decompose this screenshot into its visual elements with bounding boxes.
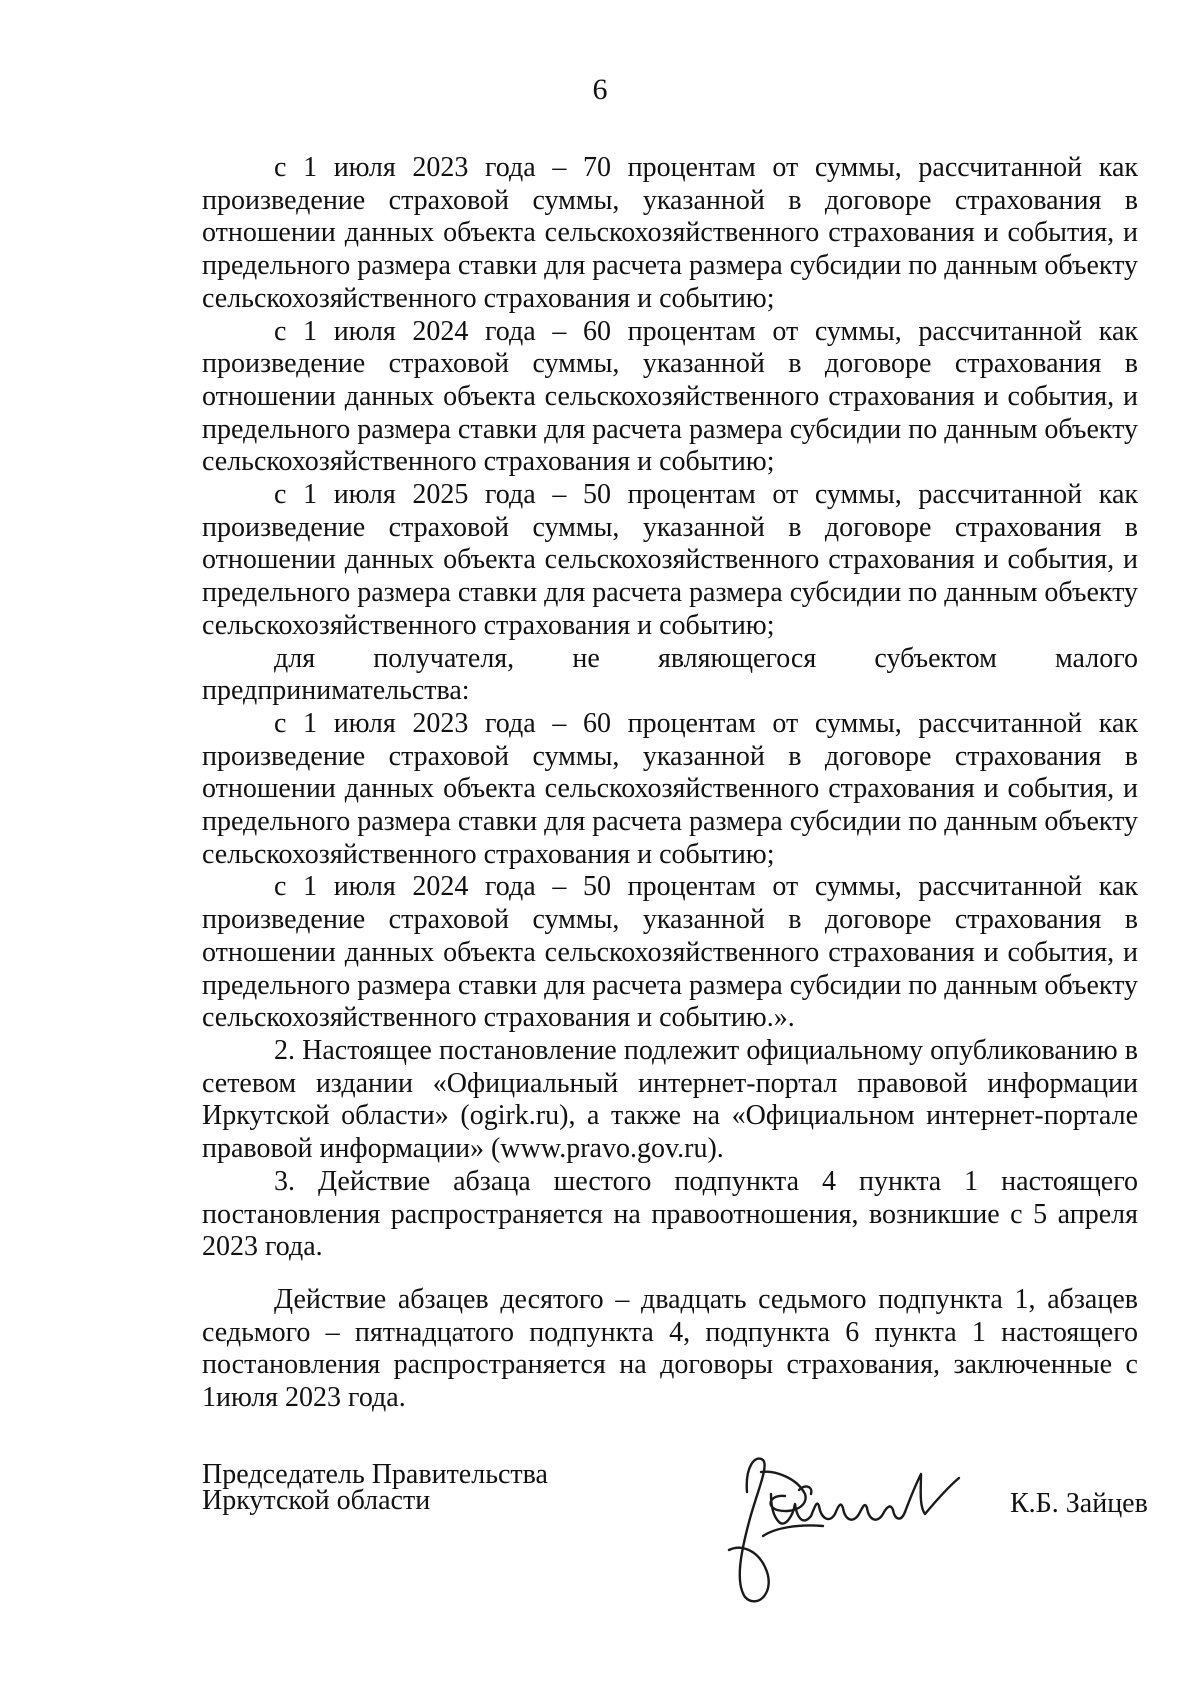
- document-body: [202, 152, 1138, 1415]
- paragraph-3: с 1 июля 2025 года – 50 процентам от суммы, рассчитанной как произведение страховой суммы, указанной в договоре страхования в отношении данных объекта сельскохозяйственного страхования и события, и предельного размера ставки для расчета размера субсидии по данным объекту сельскохозяйственного страхования и событию;: [202, 479, 1138, 641]
- paragraph-6: с 1 июля 2024 года – 50 процентам от суммы, рассчитанной как произведение страховой суммы, указанной в договоре страхования в отношении данных объекта сельскохозяйственного страхования и события, и предельного размера ставки для расчета размера субсидии по данным объекту сельскохозяйственного страхования и событию.».: [202, 871, 1138, 1034]
- signatory-title: [202, 1459, 548, 1516]
- signatory-title-line-1: Председатель Правительства: [202, 1459, 548, 1490]
- handwritten-signature-icon: [705, 1432, 965, 1612]
- page-number: 6: [592, 73, 608, 106]
- signatory-title-line-2: Иркутской области: [202, 1485, 431, 1516]
- paragraph-2: с 1 июля 2024 года – 60 процентам от суммы, рассчитанной как произведение страховой суммы, указанной в договоре страхования в отношении данных объекта сельскохозяйственного страхования и события, и предельного размера ставки для расчета размера субсидии по данным объекту сельскохозяйственного страхования и событию;: [202, 315, 1138, 478]
- paragraph-8: 3. Действие абзаца шестого подпункта 4 пункта 1 настоящего постановления распространяется на правоотношения, возникшие с 5 апреля 2023 года.: [202, 1165, 1138, 1263]
- paragraph-5: с 1 июля 2023 года – 60 процентам от суммы, рассчитанной как произведение страховой суммы, указанной в договоре страхования в отношении данных объекта сельскохозяйственного страхования и события, и предельного размера ставки для расчета размера субсидии по данным объекту сельскохозяйственного страхования и событию;: [202, 707, 1138, 870]
- paragraph-4: для получателя, не являющегося субъектом малого предпринимательства:: [202, 642, 1138, 707]
- signer-name: К.Б. Зайцев: [1010, 1488, 1148, 1519]
- paragraph-9: Действие абзацев десятого – двадцать седьмого подпункта 1, абзацев седьмого – пятнадцатого подпункта 4, подпункта 6 пункта 1 настоящего постановления распространяется на договоры страхования, заключенные с 1июля 2023 года.: [202, 1283, 1138, 1414]
- paragraph-1: с 1 июля 2023 года – 70 процентам от суммы, рассчитанной как произведение страховой суммы, указанной в договоре страхования в отношении данных объекта сельскохозяйственного страхования и события, и предельного размера ставки для расчета размера субсидии по данным объекту сельскохозяйственного страхования и событию;: [202, 152, 1138, 314]
- paragraph-7: 2. Настоящее постановление подлежит официальному опубликованию в сетевом издании «Официальный интернет-портал правовой информации Иркутской области» (ogirk.ru), а также на «Официальном интернет-портале правовой информации» (www.pravo.gov.ru).: [202, 1034, 1138, 1165]
